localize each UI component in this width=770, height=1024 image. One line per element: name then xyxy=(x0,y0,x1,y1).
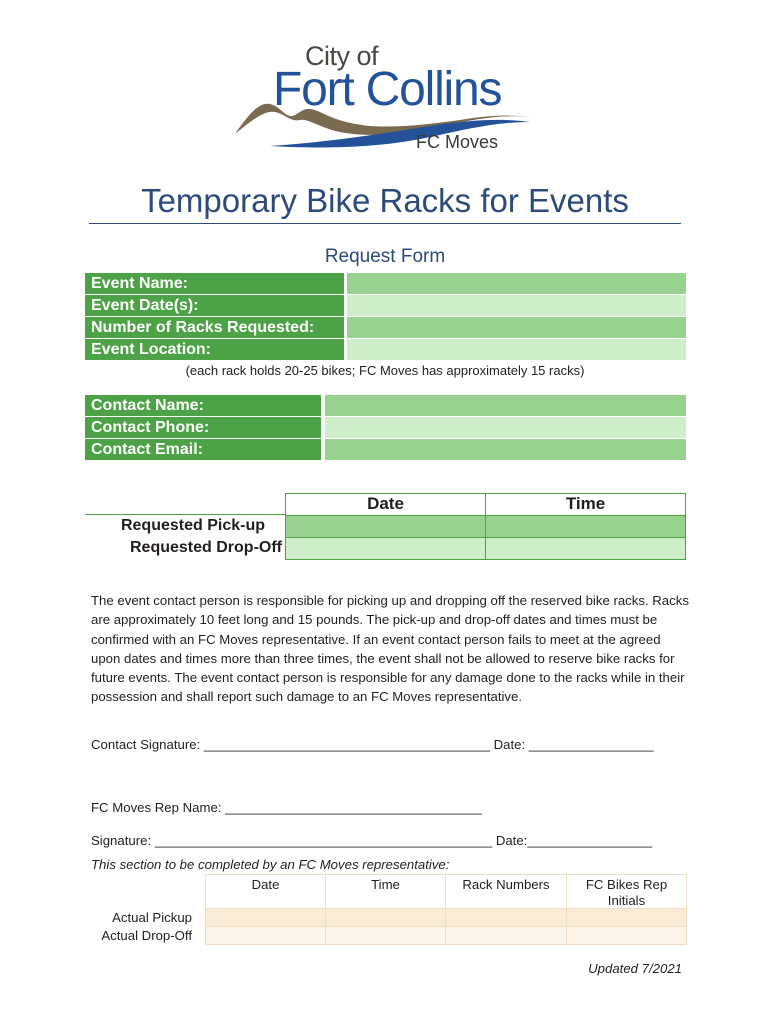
logo-fort-collins: Fort Collins xyxy=(273,63,502,116)
staff-rack-numbers-header: Rack Numbers xyxy=(445,874,567,909)
racks-requested-label: Number of Racks Requested: xyxy=(85,317,344,338)
logo-city-of: City of xyxy=(305,41,379,71)
contact-phone-field[interactable] xyxy=(325,417,686,438)
policy-paragraph: The event contact person is responsible for picking up and dropping off the reserved bike racks. Racks are approximately 10 feet long and 15 pounds. The pick-up and drop-off dates and times must be confirmed with an FC Moves representative. If an event contact person fails to meet at the agreed upon dates and times more than three times, the event shall not be allowed to reserve bike racks for future events. The event contact person is responsible for any damage done to the racks while in their possession and shall report such damage to an FC Moves representative. xyxy=(91,593,689,705)
actual-pickup-initials-cell[interactable] xyxy=(566,908,687,927)
page-title: Temporary Bike Racks for Events xyxy=(141,182,629,219)
event-name-field[interactable] xyxy=(347,273,686,294)
contact-email-field[interactable] xyxy=(325,439,686,460)
contact-name-label: Contact Name: xyxy=(85,395,321,416)
pickup-time-field[interactable] xyxy=(485,515,686,538)
contact-email-label: Contact Email: xyxy=(85,439,321,460)
actual-dropoff-racks-cell[interactable] xyxy=(445,926,567,945)
event-location-label: Event Location: xyxy=(85,339,344,360)
table-divider xyxy=(85,514,285,515)
logo-fc-moves: FC Moves xyxy=(416,132,499,152)
date-column-header: Date xyxy=(285,493,486,516)
actual-dropoff-label: Actual Drop-Off xyxy=(101,928,192,943)
requested-dropoff-label: Requested Drop-Off xyxy=(130,539,282,556)
actual-pickup-date-cell[interactable] xyxy=(205,908,326,927)
requested-pickup-label: Requested Pick-up xyxy=(120,517,265,534)
staff-section-note: This section to be completed by an FC Moves representative: xyxy=(91,857,450,872)
city-logo xyxy=(230,42,540,152)
updated-date: Updated 7/2021 xyxy=(588,961,682,976)
actual-pickup-label: Actual Pickup xyxy=(112,910,192,925)
staff-date-header: Date xyxy=(205,874,326,909)
staff-rep-initials-header: FC Bikes Rep Initials xyxy=(566,874,687,909)
contact-name-field[interactable] xyxy=(325,395,686,416)
title-divider xyxy=(89,223,681,224)
rep-signature-line[interactable]: Signature: ______________________________________________ Date:_________________ xyxy=(91,833,653,848)
dropoff-time-field[interactable] xyxy=(485,537,686,560)
rep-name-line[interactable]: FC Moves Rep Name: ___________________________________ xyxy=(91,800,482,815)
actual-dropoff-date-cell[interactable] xyxy=(205,926,326,945)
actual-dropoff-initials-cell[interactable] xyxy=(566,926,687,945)
actual-pickup-time-cell[interactable] xyxy=(325,908,446,927)
dropoff-date-field[interactable] xyxy=(285,537,486,560)
time-column-header: Time xyxy=(485,493,686,516)
staff-time-header: Time xyxy=(325,874,446,909)
event-dates-field[interactable] xyxy=(347,295,686,316)
racks-requested-field[interactable] xyxy=(347,317,686,338)
contact-phone-label: Contact Phone: xyxy=(85,417,321,438)
event-location-field[interactable] xyxy=(347,339,686,360)
event-dates-label: Event Date(s): xyxy=(85,295,344,316)
event-name-label: Event Name: xyxy=(85,273,344,294)
form-subtitle: Request Form xyxy=(324,246,446,267)
contact-signature-line[interactable]: Contact Signature: _______________________________________ Date: _________________ xyxy=(91,737,654,752)
actual-dropoff-time-cell[interactable] xyxy=(325,926,446,945)
actual-pickup-racks-cell[interactable] xyxy=(445,908,567,927)
pickup-date-field[interactable] xyxy=(285,515,486,538)
racks-note: (each rack holds 20-25 bikes; FC Moves has approximately 15 racks) xyxy=(185,363,585,378)
